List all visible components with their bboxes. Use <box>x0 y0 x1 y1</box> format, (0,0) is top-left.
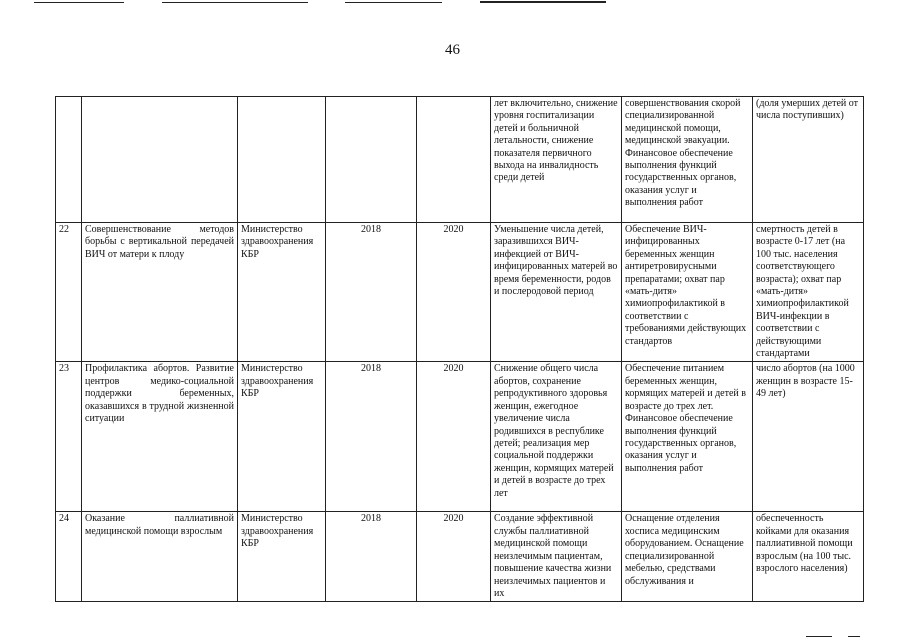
row-number: 23 <box>56 362 82 512</box>
end-year-cell: 2020 <box>417 512 491 602</box>
activity-cell: Оказание паллиативной медицинской помощи взрослым <box>82 512 238 602</box>
activity-cell: Профилактика абортов. Развитие центров медико-социальной поддержки беременных, оказавшихся в трудной жизненной ситуации <box>82 362 238 512</box>
scan-artifact-line <box>480 1 606 3</box>
result-cell: Уменьшение числа детей, заразившихся ВИЧ-инфекцией от ВИЧ-инфицированных матерей во время беременности, родов и послеродовой период <box>491 223 622 362</box>
result-cell: Снижение общего числа абортов, сохранение репродуктивного здоровья женщин, ежегодное увеличение числа родившихся в республике детей; реализация мер социальной поддержки женщин, кормящих матерей и детей в возрасте до трех лет <box>491 362 622 512</box>
end-year-cell: 2020 <box>417 362 491 512</box>
connection-cell: Обеспечение питанием беременных женщин, кормящих матерей и детей в возрасте до трех лет. Финансовое обеспечение выполнения функций государственных органов, оказания услуг и выполнения работ <box>622 362 753 512</box>
indicator-cell: смертность детей в возрасте 0-17 лет (на 100 тыс. населения соответствующего возраста); охват пар «мать-дитя» химиопрофилактикой ВИЧ-инфекции в соответствии с действующими стандартами <box>753 223 864 362</box>
activity-cell: Совершенствование методов борьбы с вертикальной передачей ВИЧ от матери к плоду <box>82 223 238 362</box>
end-year-cell: 2020 <box>417 223 491 362</box>
start-year-cell <box>326 97 417 223</box>
start-year-cell: 2018 <box>326 223 417 362</box>
table-row <box>56 512 864 602</box>
indicator-cell: обеспеченность койками для оказания паллиативной помощи взрослым (на 100 тыс. взрослого населения) <box>753 512 864 602</box>
table-row <box>56 223 864 362</box>
scan-artifact-line <box>848 636 860 637</box>
start-year-cell: 2018 <box>326 362 417 512</box>
executor-cell: Министерство здравоохранения КБР <box>238 512 326 602</box>
executor-cell: Министерство здравоохранения КБР <box>238 362 326 512</box>
table-row <box>56 97 864 223</box>
row-number <box>56 97 82 223</box>
result-cell: лет включительно, снижение уровня госпитализации детей и больничной летальности, снижение показателя первичного выхода на инвалидность среди детей <box>491 97 622 223</box>
page-number: 46 <box>445 42 460 58</box>
connection-cell: Оснащение отделения хосписа медицинским оборудованием. Оснащение специализированной мебелью, средствами обслуживания и <box>622 512 753 602</box>
activity-cell <box>82 97 238 223</box>
row-number: 22 <box>56 223 82 362</box>
end-year-cell <box>417 97 491 223</box>
result-cell: Создание эффективной службы паллиативной медицинской помощи неизлечимым пациентам, повышение качества жизни неизлечимых пациентов и их <box>491 512 622 602</box>
indicator-cell: (доля умерших детей от числа поступивших) <box>753 97 864 223</box>
scan-artifact-line <box>34 2 124 3</box>
executor-cell <box>238 97 326 223</box>
scan-artifact-line <box>345 2 442 3</box>
connection-cell: Обеспечение ВИЧ-инфицированных беременных женщин антиретровирусными препаратами; охват пар «мать-дитя» химиопрофилактикой в соответствии с требованиями действующих стандартов <box>622 223 753 362</box>
indicator-cell: число абортов (на 1000 женщин в возрасте 15-49 лет) <box>753 362 864 512</box>
scan-artifact-line <box>162 2 308 3</box>
scan-artifact-line <box>806 636 832 637</box>
row-number: 24 <box>56 512 82 602</box>
executor-cell: Министерство здравоохранения КБР <box>238 223 326 362</box>
table-row <box>56 362 864 512</box>
connection-cell: совершенствования скорой специализированной медицинской помощи, медицинской эвакуации. Финансовое обеспечение выполнения функций государственных органов, оказания услуг и выполнения работ <box>622 97 753 223</box>
start-year-cell: 2018 <box>326 512 417 602</box>
measures-table <box>55 96 864 602</box>
